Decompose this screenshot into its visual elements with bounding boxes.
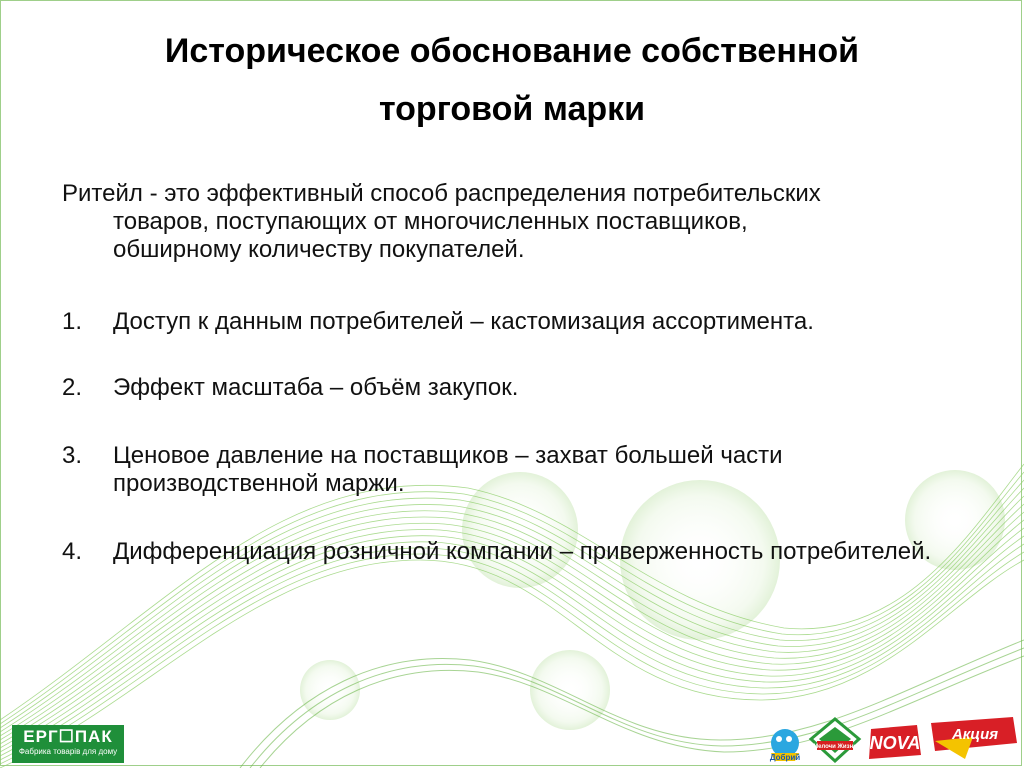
list-item-text: Эффект масштаба – объём закупок.: [113, 374, 519, 401]
list-item: [62, 308, 962, 336]
dobryi-logo-label: Добрий: [769, 753, 801, 762]
intro-line-1: Ритейл - это эффективный способ распределения потребительских: [62, 180, 821, 207]
list-item-text: Ценовое давление на поставщиков – захват большей части производственной маржи.: [113, 442, 783, 497]
list-item-text: Дифференциация розничной компании – приверженность потребителей.: [113, 538, 932, 565]
list-item: [62, 538, 962, 566]
list-item: [62, 442, 962, 498]
list-item-number: 1.: [62, 308, 83, 335]
list-item-number: 2.: [62, 374, 83, 401]
title-line-1: Историческое обоснование собственной: [164, 32, 860, 70]
melochi-zhizni-logo-label: Мелочи Жизни: [813, 744, 857, 750]
list-item-number: 3.: [62, 442, 83, 469]
nova-logo-label: NOVA: [869, 733, 921, 753]
akciya-logo-label: Акция: [951, 726, 999, 743]
list-item-number: 4.: [62, 538, 83, 565]
intro-line-2: товаров, поступающих от многочисленных поставщиков,: [113, 208, 748, 235]
list-item-text: Доступ к данным потребителей – кастомизация ассортимента.: [113, 308, 814, 335]
brand-logos: [765, 713, 1019, 765]
list-item: [62, 374, 962, 402]
intro-line-3: обширному количеству покупателей.: [113, 236, 525, 263]
ergopak-logo-tagline: Фабрика товарів для дому: [18, 747, 118, 756]
dobryi-logo: [770, 729, 800, 762]
ergopak-logo: [12, 725, 124, 763]
title-line-2: торговой марки: [378, 90, 646, 128]
akciya-logo: [931, 717, 1017, 759]
nova-logo: [869, 725, 921, 759]
melochi-zhizni-logo: [811, 719, 859, 761]
ergopak-logo-brand: ЕРГ☐ПАК: [23, 727, 113, 746]
slide-title: [40, 22, 984, 138]
intro-paragraph: [62, 180, 962, 264]
